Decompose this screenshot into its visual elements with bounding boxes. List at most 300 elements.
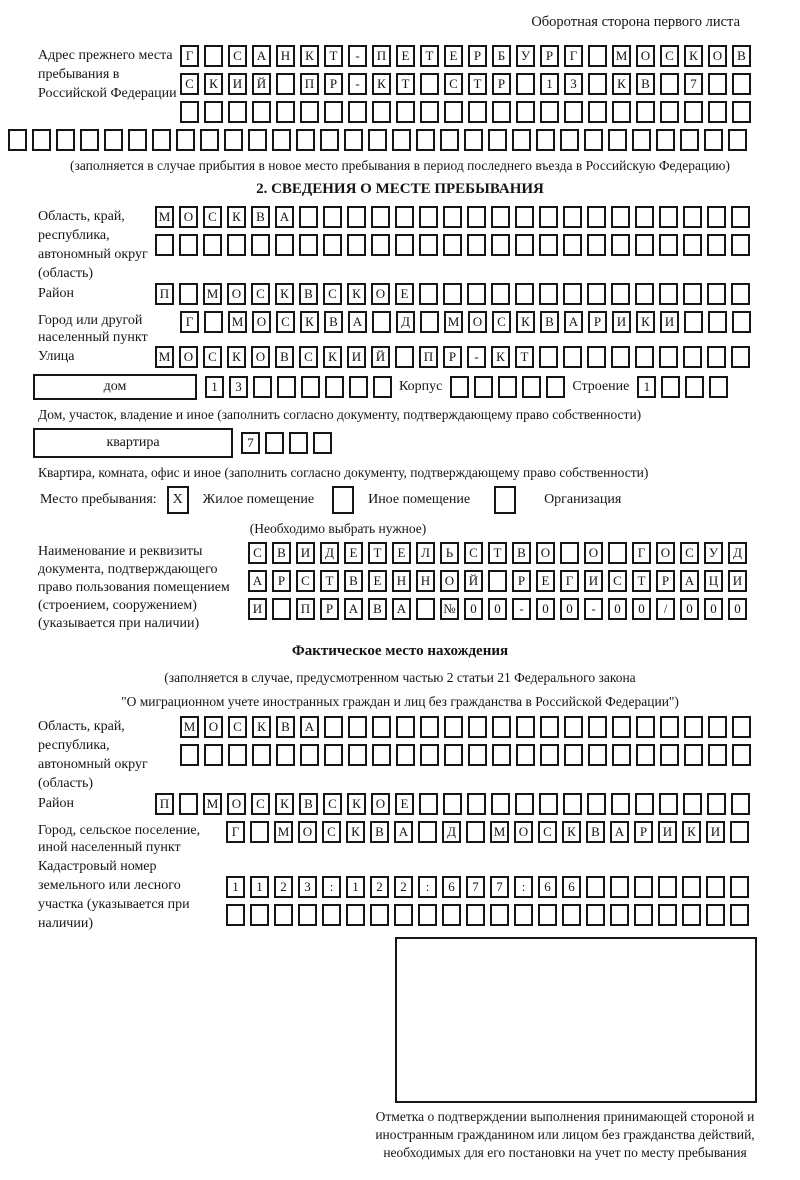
char-cell[interactable] (610, 904, 629, 926)
char-cell[interactable]: К (300, 45, 319, 67)
char-cell[interactable] (204, 101, 223, 123)
char-cell[interactable]: О (227, 283, 246, 305)
char-cell[interactable] (324, 101, 343, 123)
char-cell[interactable]: Р (540, 45, 559, 67)
char-cell[interactable] (394, 904, 413, 926)
char-cell[interactable]: М (203, 793, 222, 815)
char-cell[interactable] (704, 129, 723, 151)
char-cell[interactable] (228, 101, 247, 123)
char-cell[interactable]: 0 (488, 598, 507, 620)
char-cell[interactable]: К (516, 311, 535, 333)
char-cell[interactable] (684, 311, 703, 333)
char-cell[interactable] (348, 744, 367, 766)
char-cell[interactable] (611, 283, 630, 305)
char-cell[interactable] (396, 101, 415, 123)
char-cell[interactable] (634, 876, 653, 898)
char-cell[interactable] (179, 234, 198, 256)
char-cell[interactable] (491, 234, 510, 256)
char-cell[interactable]: И (660, 311, 679, 333)
char-cell[interactable] (299, 206, 318, 228)
char-cell[interactable] (635, 346, 654, 368)
char-cell[interactable] (371, 234, 390, 256)
char-cell[interactable] (563, 346, 582, 368)
char-cell[interactable]: М (155, 206, 174, 228)
char-cell[interactable]: А (300, 716, 319, 738)
char-cell[interactable]: Н (276, 45, 295, 67)
char-cell[interactable] (635, 793, 654, 815)
char-cell[interactable] (444, 101, 463, 123)
char-cell[interactable] (539, 346, 558, 368)
char-cell[interactable] (587, 234, 606, 256)
char-cell[interactable] (611, 793, 630, 815)
char-cell[interactable]: Е (395, 283, 414, 305)
char-cell[interactable] (491, 206, 510, 228)
char-cell[interactable] (539, 793, 558, 815)
char-cell[interactable] (419, 234, 438, 256)
char-cell[interactable] (443, 234, 462, 256)
char-cell[interactable] (636, 101, 655, 123)
char-cell[interactable] (730, 904, 749, 926)
char-cell[interactable]: Р (512, 570, 531, 592)
char-cell[interactable] (708, 716, 727, 738)
char-cell[interactable]: К (491, 346, 510, 368)
char-cell[interactable]: Т (488, 542, 507, 564)
char-cell[interactable]: Е (392, 542, 411, 564)
char-cell[interactable] (253, 376, 272, 398)
char-cell[interactable]: Л (416, 542, 435, 564)
char-cell[interactable]: Г (564, 45, 583, 67)
char-cell[interactable] (708, 73, 727, 95)
char-cell[interactable]: О (179, 346, 198, 368)
char-cell[interactable]: К (227, 346, 246, 368)
char-cell[interactable]: М (490, 821, 509, 843)
char-cell[interactable]: К (275, 793, 294, 815)
char-cell[interactable]: Г (560, 570, 579, 592)
char-cell[interactable] (252, 744, 271, 766)
char-cell[interactable] (612, 716, 631, 738)
char-cell[interactable]: Т (515, 346, 534, 368)
char-cell[interactable]: И (584, 570, 603, 592)
char-cell[interactable]: 3 (229, 376, 248, 398)
char-cell[interactable] (522, 376, 541, 398)
char-cell[interactable] (659, 234, 678, 256)
char-cell[interactable]: В (586, 821, 605, 843)
char-cell[interactable]: Н (416, 570, 435, 592)
char-cell[interactable]: Г (632, 542, 651, 564)
char-cell[interactable] (587, 793, 606, 815)
char-cell[interactable] (539, 234, 558, 256)
char-cell[interactable] (323, 234, 342, 256)
char-cell[interactable]: - (348, 73, 367, 95)
char-cell[interactable] (516, 101, 535, 123)
char-cell[interactable] (274, 904, 293, 926)
char-cell[interactable]: И (728, 570, 747, 592)
char-cell[interactable]: 2 (394, 876, 413, 898)
char-cell[interactable] (588, 45, 607, 67)
char-cell[interactable] (226, 904, 245, 926)
char-cell[interactable]: О (371, 283, 390, 305)
char-cell[interactable] (474, 376, 493, 398)
char-cell[interactable]: С (299, 346, 318, 368)
char-cell[interactable]: 7 (466, 876, 485, 898)
char-cell[interactable] (420, 744, 439, 766)
char-cell[interactable] (516, 73, 535, 95)
char-cell[interactable]: С (680, 542, 699, 564)
char-cell[interactable] (658, 904, 677, 926)
char-cell[interactable]: № (440, 598, 459, 620)
char-cell[interactable]: П (419, 346, 438, 368)
char-cell[interactable]: В (324, 311, 343, 333)
char-cell[interactable] (539, 283, 558, 305)
char-cell[interactable]: С (464, 542, 483, 564)
char-cell[interactable]: С (203, 206, 222, 228)
char-cell[interactable] (731, 793, 750, 815)
char-cell[interactable]: В (344, 570, 363, 592)
char-cell[interactable]: В (512, 542, 531, 564)
char-cell[interactable] (227, 234, 246, 256)
char-cell[interactable]: : (418, 876, 437, 898)
char-cell[interactable] (610, 876, 629, 898)
char-cell[interactable]: : (514, 876, 533, 898)
char-cell[interactable]: К (227, 206, 246, 228)
char-cell[interactable] (299, 234, 318, 256)
char-cell[interactable] (707, 346, 726, 368)
char-cell[interactable]: 1 (637, 376, 656, 398)
char-cell[interactable]: И (658, 821, 677, 843)
organization-checkbox[interactable] (494, 486, 516, 514)
char-cell[interactable] (706, 876, 725, 898)
char-cell[interactable] (635, 206, 654, 228)
char-cell[interactable]: А (252, 45, 271, 67)
char-cell[interactable] (324, 744, 343, 766)
char-cell[interactable] (706, 904, 725, 926)
char-cell[interactable] (466, 904, 485, 926)
char-cell[interactable] (348, 716, 367, 738)
char-cell[interactable]: Д (320, 542, 339, 564)
char-cell[interactable] (300, 101, 319, 123)
char-cell[interactable] (252, 101, 271, 123)
char-cell[interactable]: П (155, 793, 174, 815)
char-cell[interactable] (372, 101, 391, 123)
char-cell[interactable]: К (636, 311, 655, 333)
char-cell[interactable] (635, 234, 654, 256)
char-cell[interactable]: С (323, 793, 342, 815)
char-cell[interactable] (680, 129, 699, 151)
char-cell[interactable] (539, 206, 558, 228)
char-cell[interactable] (660, 716, 679, 738)
char-cell[interactable]: Р (634, 821, 653, 843)
char-cell[interactable] (276, 744, 295, 766)
char-cell[interactable] (490, 904, 509, 926)
char-cell[interactable]: А (392, 598, 411, 620)
char-cell[interactable] (684, 716, 703, 738)
char-cell[interactable] (204, 311, 223, 333)
char-cell[interactable] (728, 129, 747, 151)
char-cell[interactable]: - (348, 45, 367, 67)
char-cell[interactable] (588, 744, 607, 766)
char-cell[interactable]: Т (420, 45, 439, 67)
char-cell[interactable] (515, 206, 534, 228)
char-cell[interactable] (563, 234, 582, 256)
char-cell[interactable]: Е (344, 542, 363, 564)
char-cell[interactable] (682, 904, 701, 926)
char-cell[interactable] (732, 744, 751, 766)
char-cell[interactable] (443, 206, 462, 228)
char-cell[interactable] (560, 129, 579, 151)
char-cell[interactable] (659, 346, 678, 368)
char-cell[interactable] (204, 45, 223, 67)
char-cell[interactable]: Р (324, 73, 343, 95)
char-cell[interactable] (684, 744, 703, 766)
char-cell[interactable] (289, 432, 308, 454)
char-cell[interactable] (563, 793, 582, 815)
char-cell[interactable] (708, 101, 727, 123)
char-cell[interactable] (298, 904, 317, 926)
char-cell[interactable]: А (564, 311, 583, 333)
char-cell[interactable] (396, 716, 415, 738)
char-cell[interactable]: Р (272, 570, 291, 592)
char-cell[interactable]: 0 (536, 598, 555, 620)
char-cell[interactable]: Й (464, 570, 483, 592)
char-cell[interactable] (180, 101, 199, 123)
char-cell[interactable] (730, 876, 749, 898)
char-cell[interactable]: В (370, 821, 389, 843)
char-cell[interactable]: К (562, 821, 581, 843)
char-cell[interactable]: Р (588, 311, 607, 333)
char-cell[interactable]: О (536, 542, 555, 564)
char-cell[interactable]: О (440, 570, 459, 592)
char-cell[interactable] (420, 311, 439, 333)
char-cell[interactable] (636, 716, 655, 738)
char-cell[interactable]: Д (728, 542, 747, 564)
char-cell[interactable]: И (248, 598, 267, 620)
char-cell[interactable]: К (275, 283, 294, 305)
char-cell[interactable] (420, 716, 439, 738)
char-cell[interactable]: 0 (464, 598, 483, 620)
char-cell[interactable] (371, 206, 390, 228)
char-cell[interactable]: 1 (205, 376, 224, 398)
char-cell[interactable] (538, 904, 557, 926)
char-cell[interactable] (467, 206, 486, 228)
char-cell[interactable] (275, 234, 294, 256)
char-cell[interactable]: В (299, 793, 318, 815)
char-cell[interactable] (707, 206, 726, 228)
char-cell[interactable] (277, 376, 296, 398)
char-cell[interactable]: У (704, 542, 723, 564)
char-cell[interactable]: 1 (250, 876, 269, 898)
char-cell[interactable] (372, 311, 391, 333)
char-cell[interactable]: Г (180, 311, 199, 333)
char-cell[interactable] (611, 234, 630, 256)
char-cell[interactable] (8, 129, 27, 151)
char-cell[interactable]: И (296, 542, 315, 564)
char-cell[interactable] (564, 744, 583, 766)
char-cell[interactable]: О (252, 311, 271, 333)
char-cell[interactable]: Е (368, 570, 387, 592)
char-cell[interactable] (396, 744, 415, 766)
char-cell[interactable] (683, 234, 702, 256)
char-cell[interactable] (707, 234, 726, 256)
char-cell[interactable]: Т (320, 570, 339, 592)
char-cell[interactable]: И (347, 346, 366, 368)
char-cell[interactable]: Ц (704, 570, 723, 592)
char-cell[interactable] (731, 346, 750, 368)
char-cell[interactable] (488, 129, 507, 151)
char-cell[interactable]: - (512, 598, 531, 620)
char-cell[interactable] (608, 129, 627, 151)
char-cell[interactable] (180, 744, 199, 766)
char-cell[interactable] (512, 129, 531, 151)
char-cell[interactable] (498, 376, 517, 398)
char-cell[interactable] (492, 101, 511, 123)
char-cell[interactable]: 0 (704, 598, 723, 620)
char-cell[interactable] (636, 744, 655, 766)
char-cell[interactable] (515, 793, 534, 815)
char-cell[interactable]: М (180, 716, 199, 738)
char-cell[interactable]: О (371, 793, 390, 815)
char-cell[interactable] (179, 283, 198, 305)
char-cell[interactable] (588, 101, 607, 123)
char-cell[interactable]: - (584, 598, 603, 620)
char-cell[interactable]: Е (396, 45, 415, 67)
char-cell[interactable] (348, 101, 367, 123)
char-cell[interactable]: Г (226, 821, 245, 843)
char-cell[interactable]: 7 (684, 73, 703, 95)
char-cell[interactable]: С (608, 570, 627, 592)
char-cell[interactable] (587, 283, 606, 305)
char-cell[interactable] (250, 904, 269, 926)
char-cell[interactable] (272, 129, 291, 151)
char-cell[interactable]: С (323, 283, 342, 305)
char-cell[interactable] (546, 376, 565, 398)
char-cell[interactable] (346, 904, 365, 926)
char-cell[interactable]: О (656, 542, 675, 564)
char-cell[interactable] (656, 129, 675, 151)
char-cell[interactable]: П (155, 283, 174, 305)
char-cell[interactable]: 6 (538, 876, 557, 898)
char-cell[interactable]: К (682, 821, 701, 843)
char-cell[interactable] (419, 793, 438, 815)
char-cell[interactable] (660, 101, 679, 123)
char-cell[interactable] (492, 744, 511, 766)
char-cell[interactable]: Р (492, 73, 511, 95)
char-cell[interactable]: И (706, 821, 725, 843)
char-cell[interactable]: 0 (728, 598, 747, 620)
char-cell[interactable]: С (251, 793, 270, 815)
char-cell[interactable] (516, 716, 535, 738)
char-cell[interactable]: 0 (680, 598, 699, 620)
char-cell[interactable] (347, 206, 366, 228)
char-cell[interactable] (491, 793, 510, 815)
char-cell[interactable]: Т (632, 570, 651, 592)
char-cell[interactable] (708, 311, 727, 333)
char-cell[interactable]: О (584, 542, 603, 564)
char-cell[interactable] (296, 129, 315, 151)
char-cell[interactable] (372, 716, 391, 738)
char-cell[interactable] (732, 73, 751, 95)
char-cell[interactable]: С (248, 542, 267, 564)
char-cell[interactable] (152, 129, 171, 151)
char-cell[interactable] (349, 376, 368, 398)
char-cell[interactable] (179, 793, 198, 815)
char-cell[interactable] (661, 376, 680, 398)
char-cell[interactable]: А (248, 570, 267, 592)
char-cell[interactable] (204, 744, 223, 766)
char-cell[interactable]: Т (468, 73, 487, 95)
char-cell[interactable] (272, 598, 291, 620)
char-cell[interactable]: В (251, 206, 270, 228)
char-cell[interactable]: Р (443, 346, 462, 368)
char-cell[interactable] (634, 904, 653, 926)
char-cell[interactable] (418, 821, 437, 843)
char-cell[interactable] (444, 716, 463, 738)
char-cell[interactable] (611, 346, 630, 368)
char-cell[interactable]: 1 (540, 73, 559, 95)
char-cell[interactable]: 3 (298, 876, 317, 898)
char-cell[interactable] (588, 716, 607, 738)
char-cell[interactable] (392, 129, 411, 151)
char-cell[interactable] (563, 283, 582, 305)
char-cell[interactable]: Д (396, 311, 415, 333)
char-cell[interactable]: С (203, 346, 222, 368)
char-cell[interactable]: / (656, 598, 675, 620)
char-cell[interactable] (707, 793, 726, 815)
char-cell[interactable] (563, 206, 582, 228)
char-cell[interactable]: В (276, 716, 295, 738)
char-cell[interactable]: С (296, 570, 315, 592)
char-cell[interactable]: В (275, 346, 294, 368)
char-cell[interactable]: В (272, 542, 291, 564)
char-cell[interactable]: И (612, 311, 631, 333)
char-cell[interactable] (467, 793, 486, 815)
char-cell[interactable] (419, 283, 438, 305)
char-cell[interactable] (300, 744, 319, 766)
char-cell[interactable] (732, 716, 751, 738)
char-cell[interactable] (416, 598, 435, 620)
char-cell[interactable]: Т (368, 542, 387, 564)
char-cell[interactable]: М (444, 311, 463, 333)
char-cell[interactable] (586, 876, 605, 898)
char-cell[interactable] (635, 283, 654, 305)
char-cell[interactable] (659, 206, 678, 228)
char-cell[interactable] (80, 129, 99, 151)
char-cell[interactable] (442, 904, 461, 926)
char-cell[interactable]: 2 (274, 876, 293, 898)
char-cell[interactable] (659, 283, 678, 305)
char-cell[interactable] (419, 206, 438, 228)
char-cell[interactable] (540, 716, 559, 738)
char-cell[interactable]: А (610, 821, 629, 843)
char-cell[interactable] (564, 101, 583, 123)
char-cell[interactable] (587, 346, 606, 368)
other-premises-checkbox[interactable] (332, 486, 354, 514)
char-cell[interactable] (492, 716, 511, 738)
char-cell[interactable]: С (538, 821, 557, 843)
char-cell[interactable]: М (228, 311, 247, 333)
char-cell[interactable]: - (467, 346, 486, 368)
char-cell[interactable]: Т (324, 45, 343, 67)
char-cell[interactable]: К (612, 73, 631, 95)
char-cell[interactable]: Н (392, 570, 411, 592)
char-cell[interactable] (420, 101, 439, 123)
char-cell[interactable]: К (684, 45, 703, 67)
char-cell[interactable]: И (228, 73, 247, 95)
char-cell[interactable]: Б (492, 45, 511, 67)
char-cell[interactable]: К (323, 346, 342, 368)
char-cell[interactable]: С (444, 73, 463, 95)
char-cell[interactable]: Й (252, 73, 271, 95)
char-cell[interactable]: К (300, 311, 319, 333)
